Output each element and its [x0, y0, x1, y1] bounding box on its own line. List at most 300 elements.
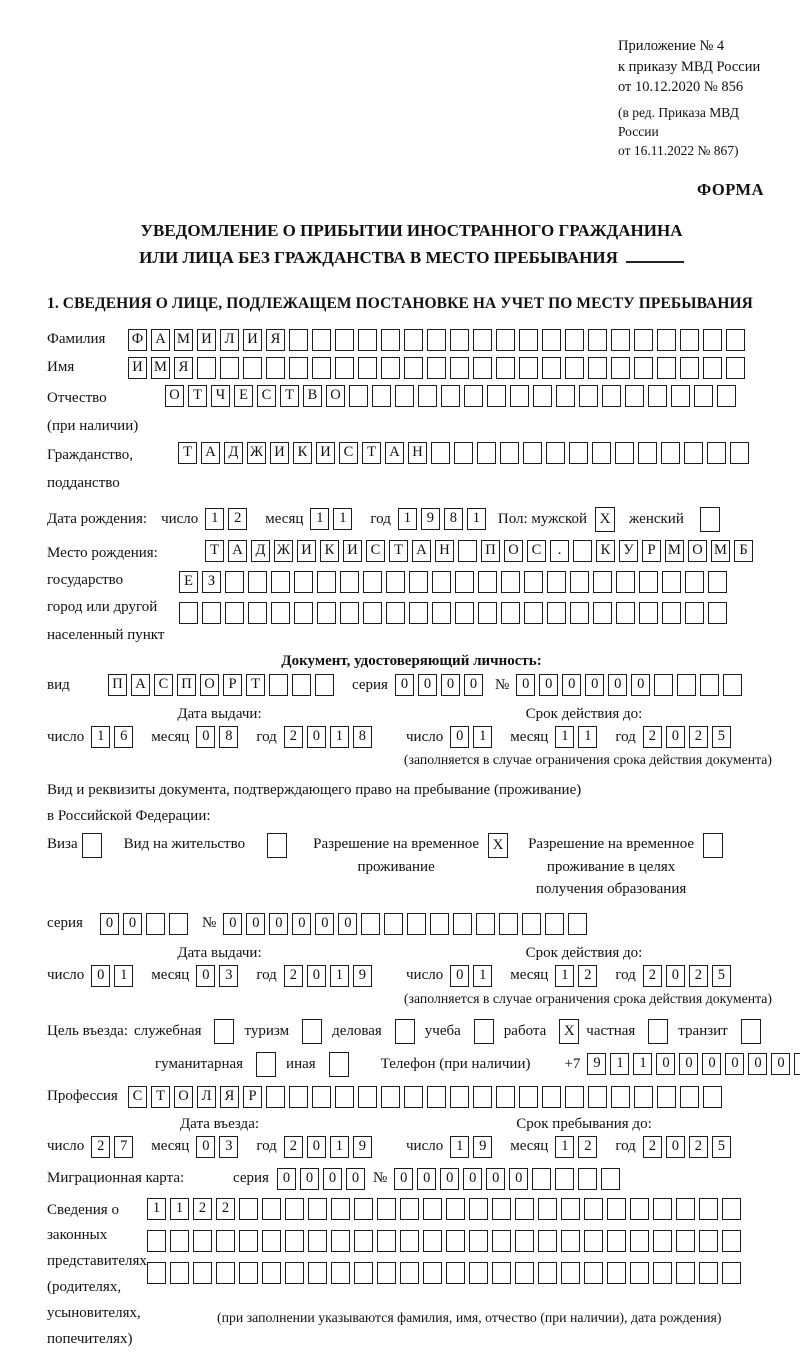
char-box[interactable]	[634, 329, 653, 351]
char-box[interactable]	[469, 1230, 488, 1252]
stay-day-boxes[interactable]	[450, 1136, 496, 1158]
char-box[interactable]: 2	[578, 965, 597, 987]
char-box[interactable]: И	[343, 540, 362, 562]
migration-number-boxes[interactable]	[394, 1168, 624, 1190]
char-box[interactable]: 5	[712, 965, 731, 987]
char-box[interactable]	[266, 1086, 285, 1108]
entry-month-boxes[interactable]	[196, 1136, 242, 1158]
char-box[interactable]	[331, 1262, 350, 1284]
char-box[interactable]	[216, 1262, 235, 1284]
char-box[interactable]	[464, 385, 483, 407]
patronymic-boxes[interactable]	[165, 385, 740, 407]
char-box[interactable]	[515, 1262, 534, 1284]
char-box[interactable]	[565, 1086, 584, 1108]
char-box[interactable]	[169, 913, 188, 935]
char-box[interactable]	[584, 1262, 603, 1284]
char-box[interactable]	[501, 602, 520, 624]
char-box[interactable]: К	[293, 442, 312, 464]
char-box[interactable]	[407, 913, 426, 935]
residence-expiry-day-boxes[interactable]	[450, 965, 496, 987]
char-box[interactable]	[170, 1230, 189, 1252]
char-box[interactable]	[294, 602, 313, 624]
char-box[interactable]: Д	[224, 442, 243, 464]
temp-permit-checkbox[interactable]: X	[488, 833, 508, 858]
char-box[interactable]	[685, 571, 704, 593]
char-box[interactable]	[616, 602, 635, 624]
char-box[interactable]	[384, 913, 403, 935]
char-box[interactable]: И	[197, 329, 216, 351]
char-box[interactable]	[427, 1086, 446, 1108]
char-box[interactable]	[703, 357, 722, 379]
char-box[interactable]	[588, 357, 607, 379]
char-box[interactable]	[538, 1198, 557, 1220]
char-box[interactable]	[248, 571, 267, 593]
char-box[interactable]: 5	[712, 726, 731, 748]
char-box[interactable]	[225, 602, 244, 624]
char-box[interactable]: Д	[251, 540, 270, 562]
char-box[interactable]: 6	[114, 726, 133, 748]
char-box[interactable]: 2	[193, 1198, 212, 1220]
char-box[interactable]	[202, 602, 221, 624]
doc-series-boxes[interactable]	[395, 674, 487, 696]
char-box[interactable]	[639, 571, 658, 593]
char-box[interactable]	[335, 329, 354, 351]
char-box[interactable]: 1	[310, 508, 329, 530]
char-box[interactable]	[400, 1198, 419, 1220]
char-box[interactable]: В	[303, 385, 322, 407]
char-box[interactable]	[653, 1262, 672, 1284]
char-box[interactable]	[794, 1053, 800, 1075]
char-box[interactable]	[593, 571, 612, 593]
char-box[interactable]: 0	[631, 674, 650, 696]
char-box[interactable]	[243, 357, 262, 379]
char-box[interactable]	[684, 442, 703, 464]
char-box[interactable]: 0	[246, 913, 265, 935]
char-box[interactable]: И	[243, 329, 262, 351]
char-box[interactable]	[657, 329, 676, 351]
char-box[interactable]: 9	[353, 1136, 372, 1158]
char-box[interactable]: 1	[170, 1198, 189, 1220]
char-box[interactable]: Т	[389, 540, 408, 562]
char-box[interactable]	[524, 602, 543, 624]
doc-expiry-month-boxes[interactable]	[555, 726, 601, 748]
char-box[interactable]	[703, 329, 722, 351]
char-box[interactable]	[496, 1086, 515, 1108]
char-box[interactable]: 0	[100, 913, 119, 935]
char-box[interactable]	[289, 329, 308, 351]
char-box[interactable]: 0	[666, 1136, 685, 1158]
doc-kind-boxes[interactable]	[108, 674, 338, 696]
purpose-study-checkbox[interactable]	[474, 1019, 494, 1044]
char-box[interactable]: 1	[473, 965, 492, 987]
char-box[interactable]: Я	[220, 1086, 239, 1108]
char-box[interactable]: О	[174, 1086, 193, 1108]
char-box[interactable]: Я	[266, 329, 285, 351]
char-box[interactable]	[639, 602, 658, 624]
char-box[interactable]	[634, 357, 653, 379]
char-box[interactable]: 0	[440, 1168, 459, 1190]
char-box[interactable]	[248, 602, 267, 624]
char-box[interactable]: А	[385, 442, 404, 464]
char-box[interactable]: 1	[333, 508, 352, 530]
residence-issue-day-boxes[interactable]	[91, 965, 137, 987]
char-box[interactable]: Я	[174, 357, 193, 379]
char-box[interactable]: 0	[562, 674, 581, 696]
char-box[interactable]	[524, 571, 543, 593]
char-box[interactable]	[404, 1086, 423, 1108]
char-box[interactable]: 0	[516, 674, 535, 696]
char-box[interactable]	[717, 385, 736, 407]
char-box[interactable]	[404, 357, 423, 379]
char-box[interactable]	[331, 1230, 350, 1252]
char-box[interactable]	[519, 357, 538, 379]
birth-day-boxes[interactable]	[205, 508, 251, 530]
char-box[interactable]: 1	[330, 1136, 349, 1158]
doc-issue-day-boxes[interactable]	[91, 726, 137, 748]
stay-month-boxes[interactable]	[555, 1136, 601, 1158]
doc-issue-year-boxes[interactable]	[284, 726, 376, 748]
char-box[interactable]	[340, 602, 359, 624]
char-box[interactable]: 0	[702, 1053, 721, 1075]
char-box[interactable]	[492, 1230, 511, 1252]
char-box[interactable]	[400, 1230, 419, 1252]
char-box[interactable]	[561, 1262, 580, 1284]
char-box[interactable]: А	[131, 674, 150, 696]
char-box[interactable]: 2	[284, 726, 303, 748]
legal-reps-boxes-row2[interactable]	[147, 1230, 745, 1252]
char-box[interactable]	[147, 1230, 166, 1252]
char-box[interactable]	[239, 1230, 258, 1252]
char-box[interactable]: О	[326, 385, 345, 407]
char-box[interactable]	[427, 357, 446, 379]
char-box[interactable]: 2	[689, 1136, 708, 1158]
char-box[interactable]	[538, 1230, 557, 1252]
doc-expiry-year-boxes[interactable]	[643, 726, 735, 748]
char-box[interactable]	[630, 1262, 649, 1284]
char-box[interactable]	[446, 1262, 465, 1284]
char-box[interactable]: 2	[216, 1198, 235, 1220]
char-box[interactable]: Р	[223, 674, 242, 696]
char-box[interactable]: 0	[300, 1168, 319, 1190]
char-box[interactable]: 9	[353, 965, 372, 987]
char-box[interactable]: 0	[441, 674, 460, 696]
char-box[interactable]: 0	[307, 965, 326, 987]
purpose-tourism-checkbox[interactable]	[302, 1019, 322, 1044]
char-box[interactable]: О	[688, 540, 707, 562]
char-box[interactable]: П	[177, 674, 196, 696]
char-box[interactable]	[455, 602, 474, 624]
char-box[interactable]	[676, 1262, 695, 1284]
char-box[interactable]	[478, 571, 497, 593]
char-box[interactable]	[269, 674, 288, 696]
char-box[interactable]: 1	[114, 965, 133, 987]
surname-boxes[interactable]	[128, 329, 749, 351]
char-box[interactable]: Ф	[128, 329, 147, 351]
char-box[interactable]: Т	[178, 442, 197, 464]
char-box[interactable]: 2	[643, 965, 662, 987]
char-box[interactable]: Ж	[274, 540, 293, 562]
char-box[interactable]: 8	[219, 726, 238, 748]
char-box[interactable]: К	[320, 540, 339, 562]
char-box[interactable]	[700, 674, 719, 696]
char-box[interactable]: Е	[234, 385, 253, 407]
char-box[interactable]	[197, 357, 216, 379]
char-box[interactable]	[634, 1086, 653, 1108]
char-box[interactable]	[703, 1086, 722, 1108]
char-box[interactable]: М	[711, 540, 730, 562]
char-box[interactable]	[381, 357, 400, 379]
char-box[interactable]	[501, 571, 520, 593]
char-box[interactable]	[611, 1086, 630, 1108]
char-box[interactable]: У	[619, 540, 638, 562]
birth-place-boxes-row3[interactable]	[179, 602, 757, 624]
char-box[interactable]: 1	[610, 1053, 629, 1075]
char-box[interactable]: И	[270, 442, 289, 464]
legal-reps-boxes-row1[interactable]	[147, 1198, 745, 1220]
birth-year-boxes[interactable]	[398, 508, 490, 530]
char-box[interactable]	[340, 571, 359, 593]
char-box[interactable]	[239, 1198, 258, 1220]
char-box[interactable]: 9	[587, 1053, 606, 1075]
char-box[interactable]	[556, 385, 575, 407]
char-box[interactable]	[285, 1230, 304, 1252]
char-box[interactable]	[292, 674, 311, 696]
char-box[interactable]	[430, 913, 449, 935]
char-box[interactable]	[271, 602, 290, 624]
char-box[interactable]: 0	[771, 1053, 790, 1075]
char-box[interactable]: 0	[417, 1168, 436, 1190]
visa-checkbox[interactable]	[82, 833, 102, 858]
char-box[interactable]: 0	[539, 674, 558, 696]
char-box[interactable]	[363, 571, 382, 593]
doc-issue-month-boxes[interactable]	[196, 726, 242, 748]
char-box[interactable]	[285, 1198, 304, 1220]
char-box[interactable]	[312, 329, 331, 351]
char-box[interactable]: 9	[421, 508, 440, 530]
char-box[interactable]	[542, 329, 561, 351]
purpose-humanitarian-checkbox[interactable]	[256, 1052, 276, 1077]
char-box[interactable]	[515, 1230, 534, 1252]
char-box[interactable]: 0	[450, 726, 469, 748]
char-box[interactable]: 0	[292, 913, 311, 935]
char-box[interactable]	[625, 385, 644, 407]
char-box[interactable]: 0	[450, 965, 469, 987]
char-box[interactable]: Н	[408, 442, 427, 464]
char-box[interactable]: 1	[205, 508, 224, 530]
char-box[interactable]	[308, 1230, 327, 1252]
char-box[interactable]	[510, 385, 529, 407]
char-box[interactable]: 1	[555, 1136, 574, 1158]
char-box[interactable]	[377, 1262, 396, 1284]
char-box[interactable]	[545, 913, 564, 935]
char-box[interactable]	[653, 1230, 672, 1252]
char-box[interactable]	[446, 1230, 465, 1252]
char-box[interactable]	[335, 357, 354, 379]
char-box[interactable]: 0	[123, 913, 142, 935]
char-box[interactable]: Р	[642, 540, 661, 562]
char-box[interactable]: 3	[219, 965, 238, 987]
char-box[interactable]	[570, 571, 589, 593]
char-box[interactable]	[363, 602, 382, 624]
char-box[interactable]	[722, 1230, 741, 1252]
purpose-official-checkbox[interactable]	[214, 1019, 234, 1044]
purpose-transit-checkbox[interactable]	[741, 1019, 761, 1044]
char-box[interactable]: 0	[463, 1168, 482, 1190]
char-box[interactable]	[170, 1262, 189, 1284]
char-box[interactable]	[473, 1086, 492, 1108]
char-box[interactable]	[547, 602, 566, 624]
char-box[interactable]: 2	[643, 726, 662, 748]
char-box[interactable]	[569, 442, 588, 464]
char-box[interactable]	[335, 1086, 354, 1108]
char-box[interactable]: 0	[307, 1136, 326, 1158]
purpose-work-checkbox[interactable]: X	[559, 1019, 579, 1044]
char-box[interactable]	[432, 602, 451, 624]
char-box[interactable]: З	[202, 571, 221, 593]
purpose-business-checkbox[interactable]	[395, 1019, 415, 1044]
char-box[interactable]	[519, 329, 538, 351]
char-box[interactable]	[588, 329, 607, 351]
char-box[interactable]: 0	[656, 1053, 675, 1075]
char-box[interactable]: С	[257, 385, 276, 407]
char-box[interactable]	[561, 1230, 580, 1252]
char-box[interactable]	[458, 540, 477, 562]
char-box[interactable]: П	[108, 674, 127, 696]
char-box[interactable]	[423, 1262, 442, 1284]
char-box[interactable]: 0	[223, 913, 242, 935]
char-box[interactable]	[532, 1168, 551, 1190]
char-box[interactable]: А	[412, 540, 431, 562]
char-box[interactable]	[317, 602, 336, 624]
char-box[interactable]	[225, 571, 244, 593]
char-box[interactable]: Т	[362, 442, 381, 464]
char-box[interactable]	[453, 913, 472, 935]
char-box[interactable]: 0	[585, 674, 604, 696]
char-box[interactable]	[592, 442, 611, 464]
char-box[interactable]	[542, 357, 561, 379]
char-box[interactable]	[547, 571, 566, 593]
char-box[interactable]: Ч	[211, 385, 230, 407]
phone-boxes[interactable]	[587, 1053, 800, 1075]
char-box[interactable]: 0	[338, 913, 357, 935]
char-box[interactable]: 0	[315, 913, 334, 935]
char-box[interactable]	[523, 442, 542, 464]
char-box[interactable]: 8	[444, 508, 463, 530]
char-box[interactable]	[578, 1168, 597, 1190]
char-box[interactable]	[616, 571, 635, 593]
birth-place-boxes-row1[interactable]	[205, 540, 757, 562]
char-box[interactable]	[441, 385, 460, 407]
char-box[interactable]: 1	[330, 965, 349, 987]
char-box[interactable]	[568, 913, 587, 935]
char-box[interactable]	[308, 1262, 327, 1284]
citizenship-boxes[interactable]	[178, 442, 753, 464]
char-box[interactable]	[677, 674, 696, 696]
char-box[interactable]	[147, 1262, 166, 1284]
char-box[interactable]	[455, 571, 474, 593]
char-box[interactable]: 0	[346, 1168, 365, 1190]
char-box[interactable]	[707, 442, 726, 464]
char-box[interactable]	[565, 357, 584, 379]
char-box[interactable]	[358, 329, 377, 351]
char-box[interactable]	[450, 357, 469, 379]
char-box[interactable]	[354, 1230, 373, 1252]
char-box[interactable]	[473, 357, 492, 379]
char-box[interactable]	[312, 1086, 331, 1108]
char-box[interactable]: М	[665, 540, 684, 562]
char-box[interactable]: Т	[205, 540, 224, 562]
char-box[interactable]: 2	[643, 1136, 662, 1158]
char-box[interactable]: О	[504, 540, 523, 562]
char-box[interactable]	[492, 1198, 511, 1220]
char-box[interactable]: 0	[486, 1168, 505, 1190]
char-box[interactable]	[358, 357, 377, 379]
char-box[interactable]: .	[550, 540, 569, 562]
char-box[interactable]: 0	[394, 1168, 413, 1190]
char-box[interactable]	[331, 1198, 350, 1220]
char-box[interactable]: С	[154, 674, 173, 696]
char-box[interactable]	[450, 329, 469, 351]
char-box[interactable]: 1	[473, 726, 492, 748]
char-box[interactable]	[193, 1262, 212, 1284]
char-box[interactable]: Ж	[247, 442, 266, 464]
char-box[interactable]	[699, 1262, 718, 1284]
char-box[interactable]	[487, 385, 506, 407]
char-box[interactable]	[289, 357, 308, 379]
char-box[interactable]	[661, 442, 680, 464]
char-box[interactable]	[146, 913, 165, 935]
char-box[interactable]	[500, 442, 519, 464]
char-box[interactable]	[386, 602, 405, 624]
char-box[interactable]	[477, 442, 496, 464]
char-box[interactable]	[179, 602, 198, 624]
char-box[interactable]	[446, 1198, 465, 1220]
char-box[interactable]: 0	[509, 1168, 528, 1190]
doc-number-boxes[interactable]	[516, 674, 746, 696]
char-box[interactable]: 1	[330, 726, 349, 748]
residence-expiry-year-boxes[interactable]	[643, 965, 735, 987]
char-box[interactable]: М	[151, 357, 170, 379]
char-box[interactable]: 0	[725, 1053, 744, 1075]
char-box[interactable]: Т	[151, 1086, 170, 1108]
char-box[interactable]	[216, 1230, 235, 1252]
char-box[interactable]	[476, 913, 495, 935]
given-name-boxes[interactable]	[128, 357, 749, 379]
char-box[interactable]: 0	[196, 726, 215, 748]
char-box[interactable]	[579, 385, 598, 407]
char-box[interactable]: И	[297, 540, 316, 562]
char-box[interactable]	[657, 357, 676, 379]
char-box[interactable]: 2	[284, 1136, 303, 1158]
char-box[interactable]	[266, 357, 285, 379]
char-box[interactable]	[708, 571, 727, 593]
char-box[interactable]: И	[128, 357, 147, 379]
char-box[interactable]: Е	[179, 571, 198, 593]
char-box[interactable]: Л	[220, 329, 239, 351]
birth-month-boxes[interactable]	[310, 508, 356, 530]
char-box[interactable]: Т	[188, 385, 207, 407]
char-box[interactable]	[519, 1086, 538, 1108]
doc-expiry-day-boxes[interactable]	[450, 726, 496, 748]
char-box[interactable]: Р	[243, 1086, 262, 1108]
char-box[interactable]	[726, 357, 745, 379]
char-box[interactable]	[730, 442, 749, 464]
char-box[interactable]	[315, 674, 334, 696]
char-box[interactable]	[565, 329, 584, 351]
entry-year-boxes[interactable]	[284, 1136, 376, 1158]
char-box[interactable]	[431, 442, 450, 464]
char-box[interactable]: 0	[323, 1168, 342, 1190]
